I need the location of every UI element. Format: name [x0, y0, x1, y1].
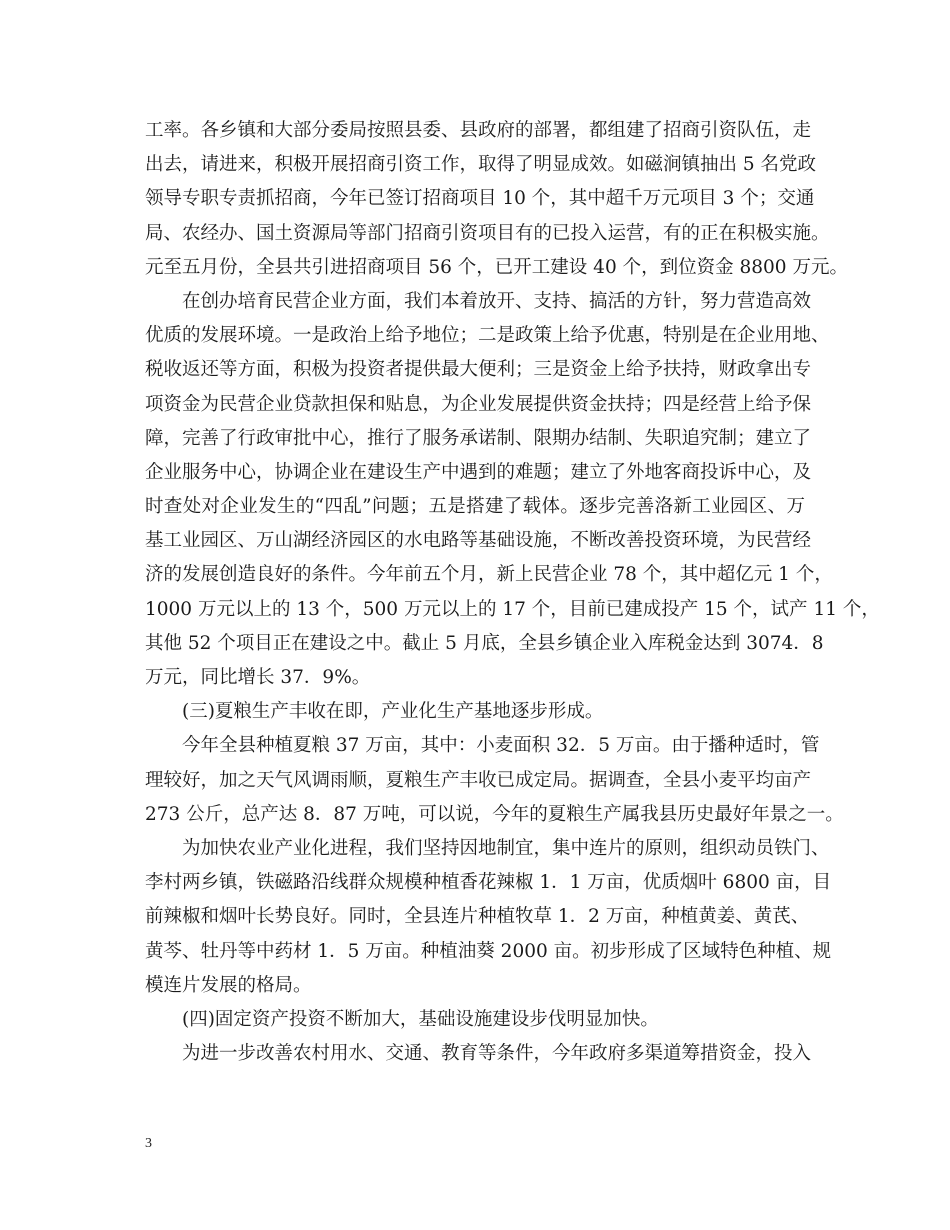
- page-number: 3: [145, 1136, 152, 1151]
- text-line: 基工业园区、万山湖经济园区的水电路等基础设施，不断改善投资环境，为民营经: [145, 530, 812, 552]
- text-line: 在创办培育民营企业方面，我们本着放开、支持、搞活的方针，努力营造高效: [182, 290, 812, 312]
- section-heading: (四)固定资产投资不断加大，基础设施建设步伐明显加快。: [182, 1008, 659, 1030]
- text-line: 局、农经办、国土资源局等部门招商引资项目有的已投入运营，有的正在积极实施。: [145, 222, 830, 244]
- text-line: 李村两乡镇，铁磁路沿线群众规模种植香花辣椒 1．1 万亩，优质烟叶 6800 亩，目: [145, 872, 832, 894]
- text-line: 税收返还等方面，积极为投资者提供最大便利；三是资金上给予扶持，财政拿出专: [145, 359, 812, 381]
- text-line: 济的发展创造良好的条件。今年前五个月，新上民营企业 78 个，其中超亿元 1 个，: [145, 564, 833, 586]
- body-text: [145, 114, 880, 1071]
- text-line: 领导专职专责抓招商，今年已签订招商项目 10 个，其中超千万元项目 3 个；交通: [145, 188, 815, 210]
- section-heading: (三)夏粮生产丰收在即，产业化生产基地逐步形成。: [182, 701, 604, 723]
- text-line: 模连片发展的格局。: [145, 974, 312, 996]
- text-line: 1000 万元以上的 13 个，500 万元以上的 17 个，目前已建成投产 15 个，试产 11 个，: [145, 598, 880, 620]
- text-line: 万元，同比增长 37．9%。: [145, 667, 371, 688]
- text-line: 273 公斤，总产达 8．87 万吨，可以说，今年的夏粮生产属我县历史最好年景之一。: [145, 803, 844, 825]
- text-line: 企业服务中心，协调企业在建设生产中遇到的难题；建立了外地客商投诉中心，及: [145, 461, 812, 483]
- text-line: 工率。各乡镇和大部分委局按照县委、县政府的部署，都组建了招商引资队伍，走: [145, 120, 812, 141]
- text-line: 出去，请进来，积极开展招商引资工作，取得了明显成效。如磁涧镇抽出 5 名党政: [145, 154, 817, 176]
- text-line: 时查处对企业发生的“四乱”问题；五是搭建了载体。逐步完善洛新工业园区、万: [145, 496, 805, 518]
- text-line: 优质的发展环境。一是政治上给予地位；二是政策上给予优惠，特别是在企业用地、: [145, 325, 830, 347]
- text-line: 理较好，加之天气风调雨顺，夏粮生产丰收已成定局。据调查，全县小麦平均亩产: [145, 769, 812, 791]
- text-line: 黄芩、牡丹等中药材 1．5 万亩。种植油葵 2000 亩。初步形成了区域特色种植、规: [145, 940, 832, 962]
- text-line: 障，完善了行政审批中心，推行了服务承诺制、限期办结制、失职追究制；建立了: [145, 427, 812, 449]
- text-line: 为进一步改善农村用水、交通、教育等条件，今年政府多渠道筹措资金，投入: [182, 1043, 812, 1065]
- text-line: 前辣椒和烟叶长势良好。同时，全县连片种植牧草 1．2 万亩，种植黄姜、黄芪、: [145, 906, 810, 928]
- text-line: 今年全县种植夏粮 37 万亩，其中：小麦面积 32．5 万亩。由于播种适时，管: [182, 735, 820, 757]
- text-line: 元至五月份，全县共引进招商项目 56 个，已开工建设 40 个，到位资金 8800 万元。: [145, 256, 848, 278]
- text-line: 为加快农业产业化进程，我们坚持因地制宜，集中连片的原则，组织动员铁门、: [182, 837, 830, 859]
- text-line: 项资金为民营企业贷款担保和贴息，为企业发展提供资金扶持；四是经营上给予保: [145, 393, 812, 415]
- text-line: 其他 52 个项目正在建设之中。截止 5 月底，全县乡镇企业入库税金达到 3074．8: [145, 632, 824, 654]
